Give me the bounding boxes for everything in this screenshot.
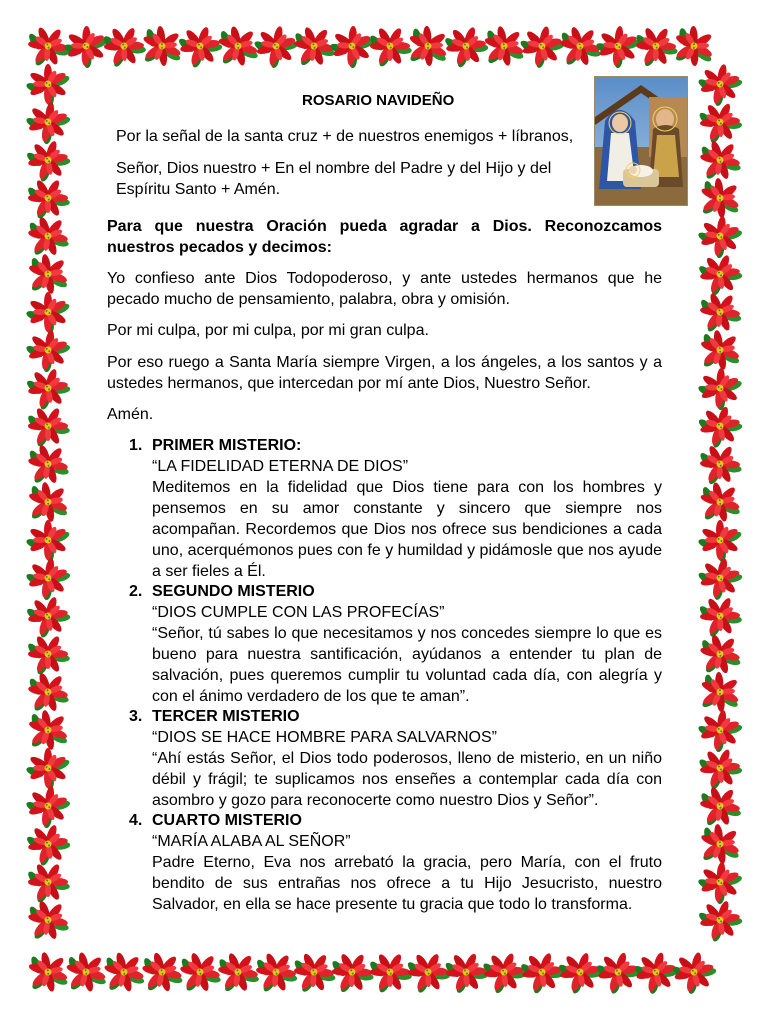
poinsettia-icon	[697, 520, 743, 562]
poinsettia-icon	[25, 748, 71, 790]
poinsettia-icon	[696, 366, 744, 411]
poinsettia-icon	[22, 98, 74, 147]
poinsettia-icon	[689, 662, 749, 723]
mystery-title: “LA FIDELIDAD ETERNA DE DIOS”	[152, 458, 409, 475]
amen-line: Amén.	[107, 406, 154, 423]
poinsettia-icon	[693, 60, 746, 111]
mystery-item	[130, 810, 662, 915]
poinsettia-icon	[22, 554, 74, 603]
poinsettia-icon	[667, 947, 721, 999]
page-title: ROSARIO NAVIDEÑO	[302, 92, 455, 109]
mystery-text: Meditemos en la fidelidad que Dios tiene para con los hombres y pensemos en su amor constante y sincero que siempre nos acompañan. Recordemos que Dios nos ofrece sus bendiciones a cada uno, acerquémonos pues con fe y humildad y pidámosle que nos ayude a ser fieles a Él.	[152, 479, 662, 580]
mystery-title: “MARÍA ALABA AL SEÑOR”	[152, 833, 351, 850]
poinsettia-icon	[593, 24, 643, 71]
mystery-item	[130, 581, 662, 707]
mystery-text: “Ahí estás Señor, el Dios todo poderosos, lleno de misterio, en un niño débil y frágil; te suplicamos nos enseñes a contemplar cada día con asombro y gozo para reconocerte como nuestro Dios y Señor”.	[152, 750, 662, 809]
poinsettia-icon	[17, 397, 78, 456]
intercession-paragraph: Por eso ruego a Santa María siempre Virgen, a los ángeles, a los santos y a ustedes hermanos, que intercedan por mí ante Dios, Nuestro Señor.	[107, 354, 662, 392]
poinsettia-icon	[694, 213, 745, 261]
intro-line-2: Señor, Dios nuestro + En el nombre del Padre y del Hijo y del Espíritu Santo + Amén.	[116, 160, 552, 198]
mystery-number: 1.	[129, 437, 143, 454]
mystery-item	[130, 435, 662, 582]
poinsettia-icon	[16, 890, 78, 952]
mystery-heading: SEGUNDO MISTERIO	[152, 583, 315, 600]
poinsettia-icon	[22, 326, 74, 375]
mystery-heading: PRIMER MISTERIO:	[152, 437, 302, 454]
poinsettia-icon	[17, 625, 78, 684]
mystery-number: 3.	[129, 708, 143, 725]
poinsettia-icon	[94, 18, 154, 77]
poinsettia-icon	[693, 553, 747, 605]
mea-culpa-paragraph: Por mi culpa, por mi culpa, por mi gran culpa.	[107, 322, 429, 339]
poinsettia-icon	[25, 64, 71, 106]
poinsettia-icon	[25, 292, 71, 334]
mystery-title: “DIOS SE HACE HOMBRE PARA SALVARNOS”	[152, 729, 497, 746]
poinsettia-icon	[249, 22, 302, 73]
intro-line-1: Por la señal de la santa cruz + de nuestros enemigos + líbranos,	[116, 128, 574, 145]
poinsettia-icon	[62, 25, 109, 69]
mystery-number: 2.	[129, 583, 143, 600]
poinsettia-icon	[17, 853, 78, 912]
mystery-title: “DIOS CUMPLE CON LAS PROFECÍAS”	[152, 604, 445, 621]
poinsettia-icon	[17, 169, 78, 228]
mystery-text: Padre Eterno, Eva nos arrebató la gracia, pero María, con el fruto bendito de sus entrañas nos ofrece a tu Hijo Jesucristo, nuestro Salvador, en ella se hace presente tu gracia que todo lo transforma.	[152, 854, 662, 913]
poinsettia-icon	[92, 942, 154, 1004]
poinsettia-icon	[437, 19, 495, 75]
poinsettia-icon	[695, 860, 745, 907]
mystery-number: 4.	[129, 812, 143, 829]
poinsettia-icon	[328, 24, 376, 69]
poinsettia-icon	[54, 942, 116, 1004]
prayer-instruction: Para que nuestra Oración pueda agradar a Dios. Reconozcamos nuestros pecados y decimos:	[107, 218, 662, 256]
mystery-heading: TERCER MISTERIO	[152, 708, 300, 725]
mystery-text: “Señor, tú sabes lo que necesitamos y nos concedes siempre lo que es bueno para nuestra santificación, ayúdanos a entender tu plan de salvación, pues queremos cumplir tu voluntad cada día, con alegría y con el ánimo verdadero de los que te aman”.	[152, 625, 662, 705]
poinsettia-icon	[515, 21, 569, 73]
poinsettia-icon	[25, 520, 71, 562]
mystery-item	[130, 706, 662, 811]
poinsettia-icon	[694, 706, 746, 755]
poinsettia-icon	[22, 782, 74, 831]
confession-paragraph: Yo confieso ante Dios Todopoderoso, y ante ustedes hermanos que he pecado mucho de pensamiento, palabra, obra y omisión.	[107, 270, 662, 308]
poinsettia-icon	[16, 942, 78, 1004]
mystery-heading: CUARTO MISTERIO	[152, 812, 302, 829]
poinsettia-icon	[171, 19, 228, 74]
